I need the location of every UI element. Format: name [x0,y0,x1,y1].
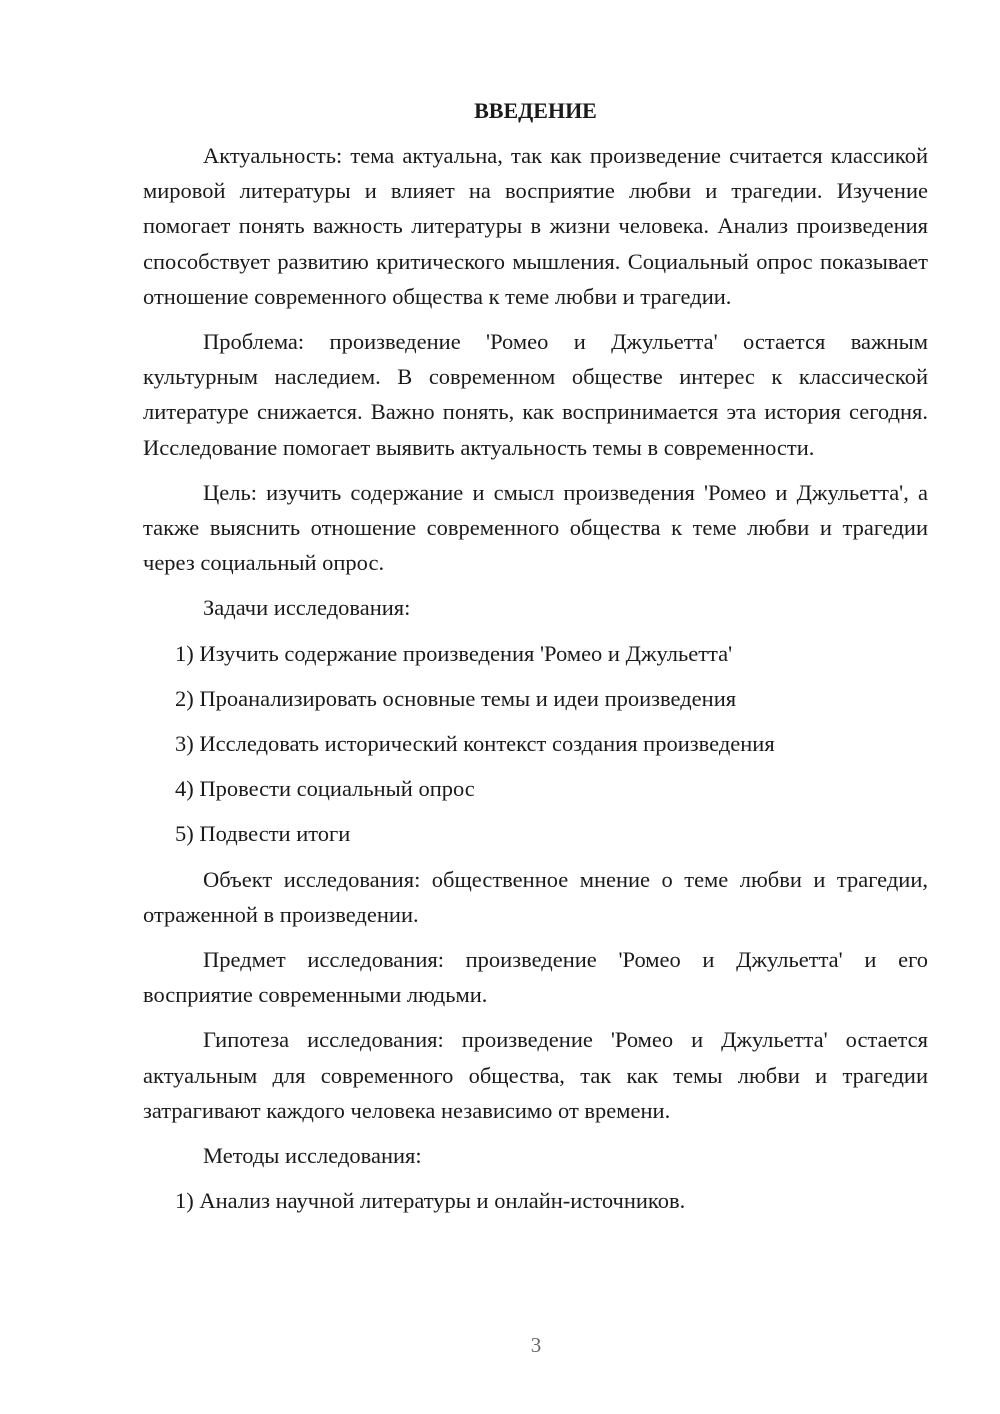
tasks-heading: Задачи исследования: [203,595,411,621]
methods-list [143,1183,928,1218]
method-item: 1) Анализ научной литературы и онлайн-источников. [175,1188,686,1214]
task-item: 3) Исследовать исторический контекст создания произведения [175,731,775,757]
task-item: 2) Проанализировать основные темы и идеи произведения [175,685,737,711]
tasks-list [143,636,928,852]
subject-paragraph: Предмет исследования: произведение 'Ромео и Джульетта' и его восприятие современными людьми. [143,947,928,1008]
page-number: 3 [530,1333,542,1357]
goal-paragraph: Цель: изучить содержание и смысл произведения 'Ромео и Джульетта', а также выяснить отношение современного общества к теме любви и трагедии через социальный опрос. [143,479,928,576]
task-item: 5) Подвести итоги [175,821,351,847]
relevance-paragraph: Актуальность: тема актуальна, так как произведение считается классикой мировой литературы и влияет на восприятие любви и трагедии. Изучение помогает понять важность литературы в жизни человека. Анализ произведения способствует развитию критического мышления. Социальный опрос показывает отношение современного общества к теме любви и трагедии. [143,143,928,309]
problem-paragraph: Проблема: произведение 'Ромео и Джульетта' остается важным культурным наследием. В современном обществе интерес к классической литературе снижается. Важно понять, как воспринимается эта история сегодня. Исследование помогает выявить актуальность темы в современности. [143,329,928,460]
object-paragraph: Объект исследования: общественное мнение о теме любви и трагедии, отраженной в произведении. [143,866,928,927]
methods-heading: Методы исследования: [203,1143,422,1169]
task-item: 4) Провести социальный опрос [175,776,475,802]
task-item: 1) Изучить содержание произведения 'Ромео и Джульетта' [175,640,733,666]
section-title: ВВЕДЕНИЕ [474,98,597,123]
document-page [143,96,928,1228]
hypothesis-paragraph: Гипотеза исследования: произведение 'Ромео и Джульетта' остается актуальным для современного общества, так как темы любви и трагедии затрагивают каждого человека независимо от времени. [143,1027,928,1123]
